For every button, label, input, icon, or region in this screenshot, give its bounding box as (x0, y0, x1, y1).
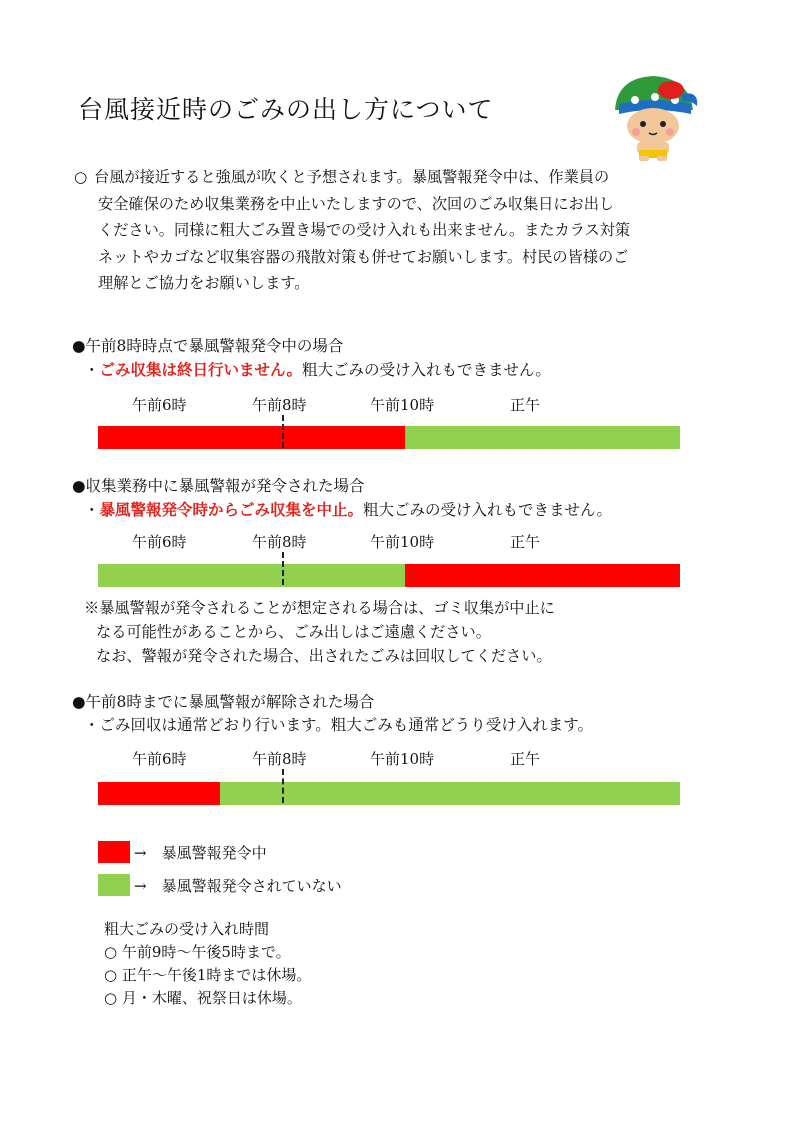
section-2-emphasis: 暴風警報発令時からごみ収集を中止。 (99, 500, 364, 519)
page-title: 台風接近時のごみの出し方について (78, 95, 494, 124)
time-label-8am: 午前8時 (252, 396, 307, 414)
timeline-bar-3 (98, 782, 680, 805)
timeline-bar-2 (98, 564, 680, 587)
bar-segment-warning (98, 426, 405, 449)
section-2-rest: 粗大ごみの受け入れもできません。 (363, 501, 612, 519)
time-label-noon: 正午 (510, 533, 541, 551)
section-1-emphasis: ごみ収集は終日行いません。 (99, 360, 302, 379)
mascot-illustration (605, 70, 701, 162)
intro-line: ください。同様に粗大ごみ置き場での受け入れも出来ません。またカラス対策 (98, 221, 631, 239)
note-line-2: なる可能性があることから、ごみ出しはご遠慮ください。 (96, 623, 491, 641)
section-3-heading: ●午前8時までに暴風警報が解除された場合 (72, 693, 375, 711)
intro-line: 台風が接近すると強風が吹くと予想されます。暴風警報発令中は、作業員の (94, 168, 610, 186)
intro-line: 理解とご協力をお願いします。 (98, 274, 310, 292)
legend-swatch-clear (98, 874, 130, 896)
legend-label-clear: → 暴風警報発令されていない (134, 877, 342, 895)
8am-marker-3 (282, 769, 284, 803)
bar-segment-warning (98, 782, 220, 805)
hours-item: ○ 午前9時～午後5時まで。 (104, 943, 291, 961)
intro-line: 安全確保のため収集業務を中止いたしますので、次回のごみ収集日にお出し (98, 194, 615, 213)
section-1-rest: 粗大ごみの受け入れもできません。 (301, 361, 551, 379)
bar-segment-clear (220, 782, 680, 805)
section-1-heading: ●午前8時時点で暴風警報発令中の場合 (72, 337, 344, 355)
sub-prefix: ・ (84, 361, 100, 379)
section-2-heading: ●収集業務中に暴風警報が発令された場合 (72, 477, 365, 495)
time-label-10am: 午前10時 (370, 750, 435, 768)
circle-bullet: ○ (74, 168, 88, 186)
bar-segment-warning (405, 564, 680, 587)
section-1-subtext (84, 358, 551, 380)
intro-line: ネットやカゴなど収集容器の飛散対策も併せてお願いします。村民の皆様のご (98, 247, 629, 266)
time-label-6am: 午前6時 (132, 533, 187, 551)
time-label-noon: 正午 (510, 750, 541, 768)
8am-marker-2 (282, 552, 284, 585)
time-label-8am: 午前8時 (252, 750, 307, 768)
legend-swatch-warning (98, 841, 130, 863)
time-label-10am: 午前10時 (370, 533, 435, 551)
hours-item: ○ 月・木曜、祝祭日は休場。 (104, 989, 302, 1007)
sub-prefix: ・ (84, 716, 100, 734)
time-label-8am: 午前8時 (252, 533, 307, 551)
time-label-6am: 午前6時 (132, 396, 187, 414)
legend-label-warning: → 暴風警報発令中 (134, 844, 267, 862)
time-label-10am: 午前10時 (370, 396, 435, 414)
time-label-6am: 午前6時 (132, 750, 187, 768)
sub-prefix: ・ (84, 501, 100, 519)
section-3-rest: ごみ回収は通常どおり行います。粗大ごみも通常どうり受け入れます。 (99, 716, 594, 734)
intro-text (94, 164, 714, 297)
hours-heading: 粗大ごみの受け入れ時間 (104, 920, 270, 938)
hours-item: ○ 正午～午後1時までは休場。 (104, 966, 312, 984)
note-line-1: ※暴風警報が発令されることが想定される場合は、ゴミ収集が中止に (84, 599, 555, 617)
note-line-3: なお、警報が発令された場合、出されたごみは回収してください。 (96, 647, 552, 665)
intro-paragraph (74, 164, 714, 297)
section-2-subtext (84, 498, 612, 520)
timeline-bar-1 (98, 426, 680, 449)
8am-marker-1 (282, 415, 284, 448)
bar-segment-clear (405, 426, 680, 449)
bar-segment-clear (98, 564, 405, 587)
time-label-noon: 正午 (510, 396, 541, 414)
section-3-subtext (84, 713, 593, 735)
